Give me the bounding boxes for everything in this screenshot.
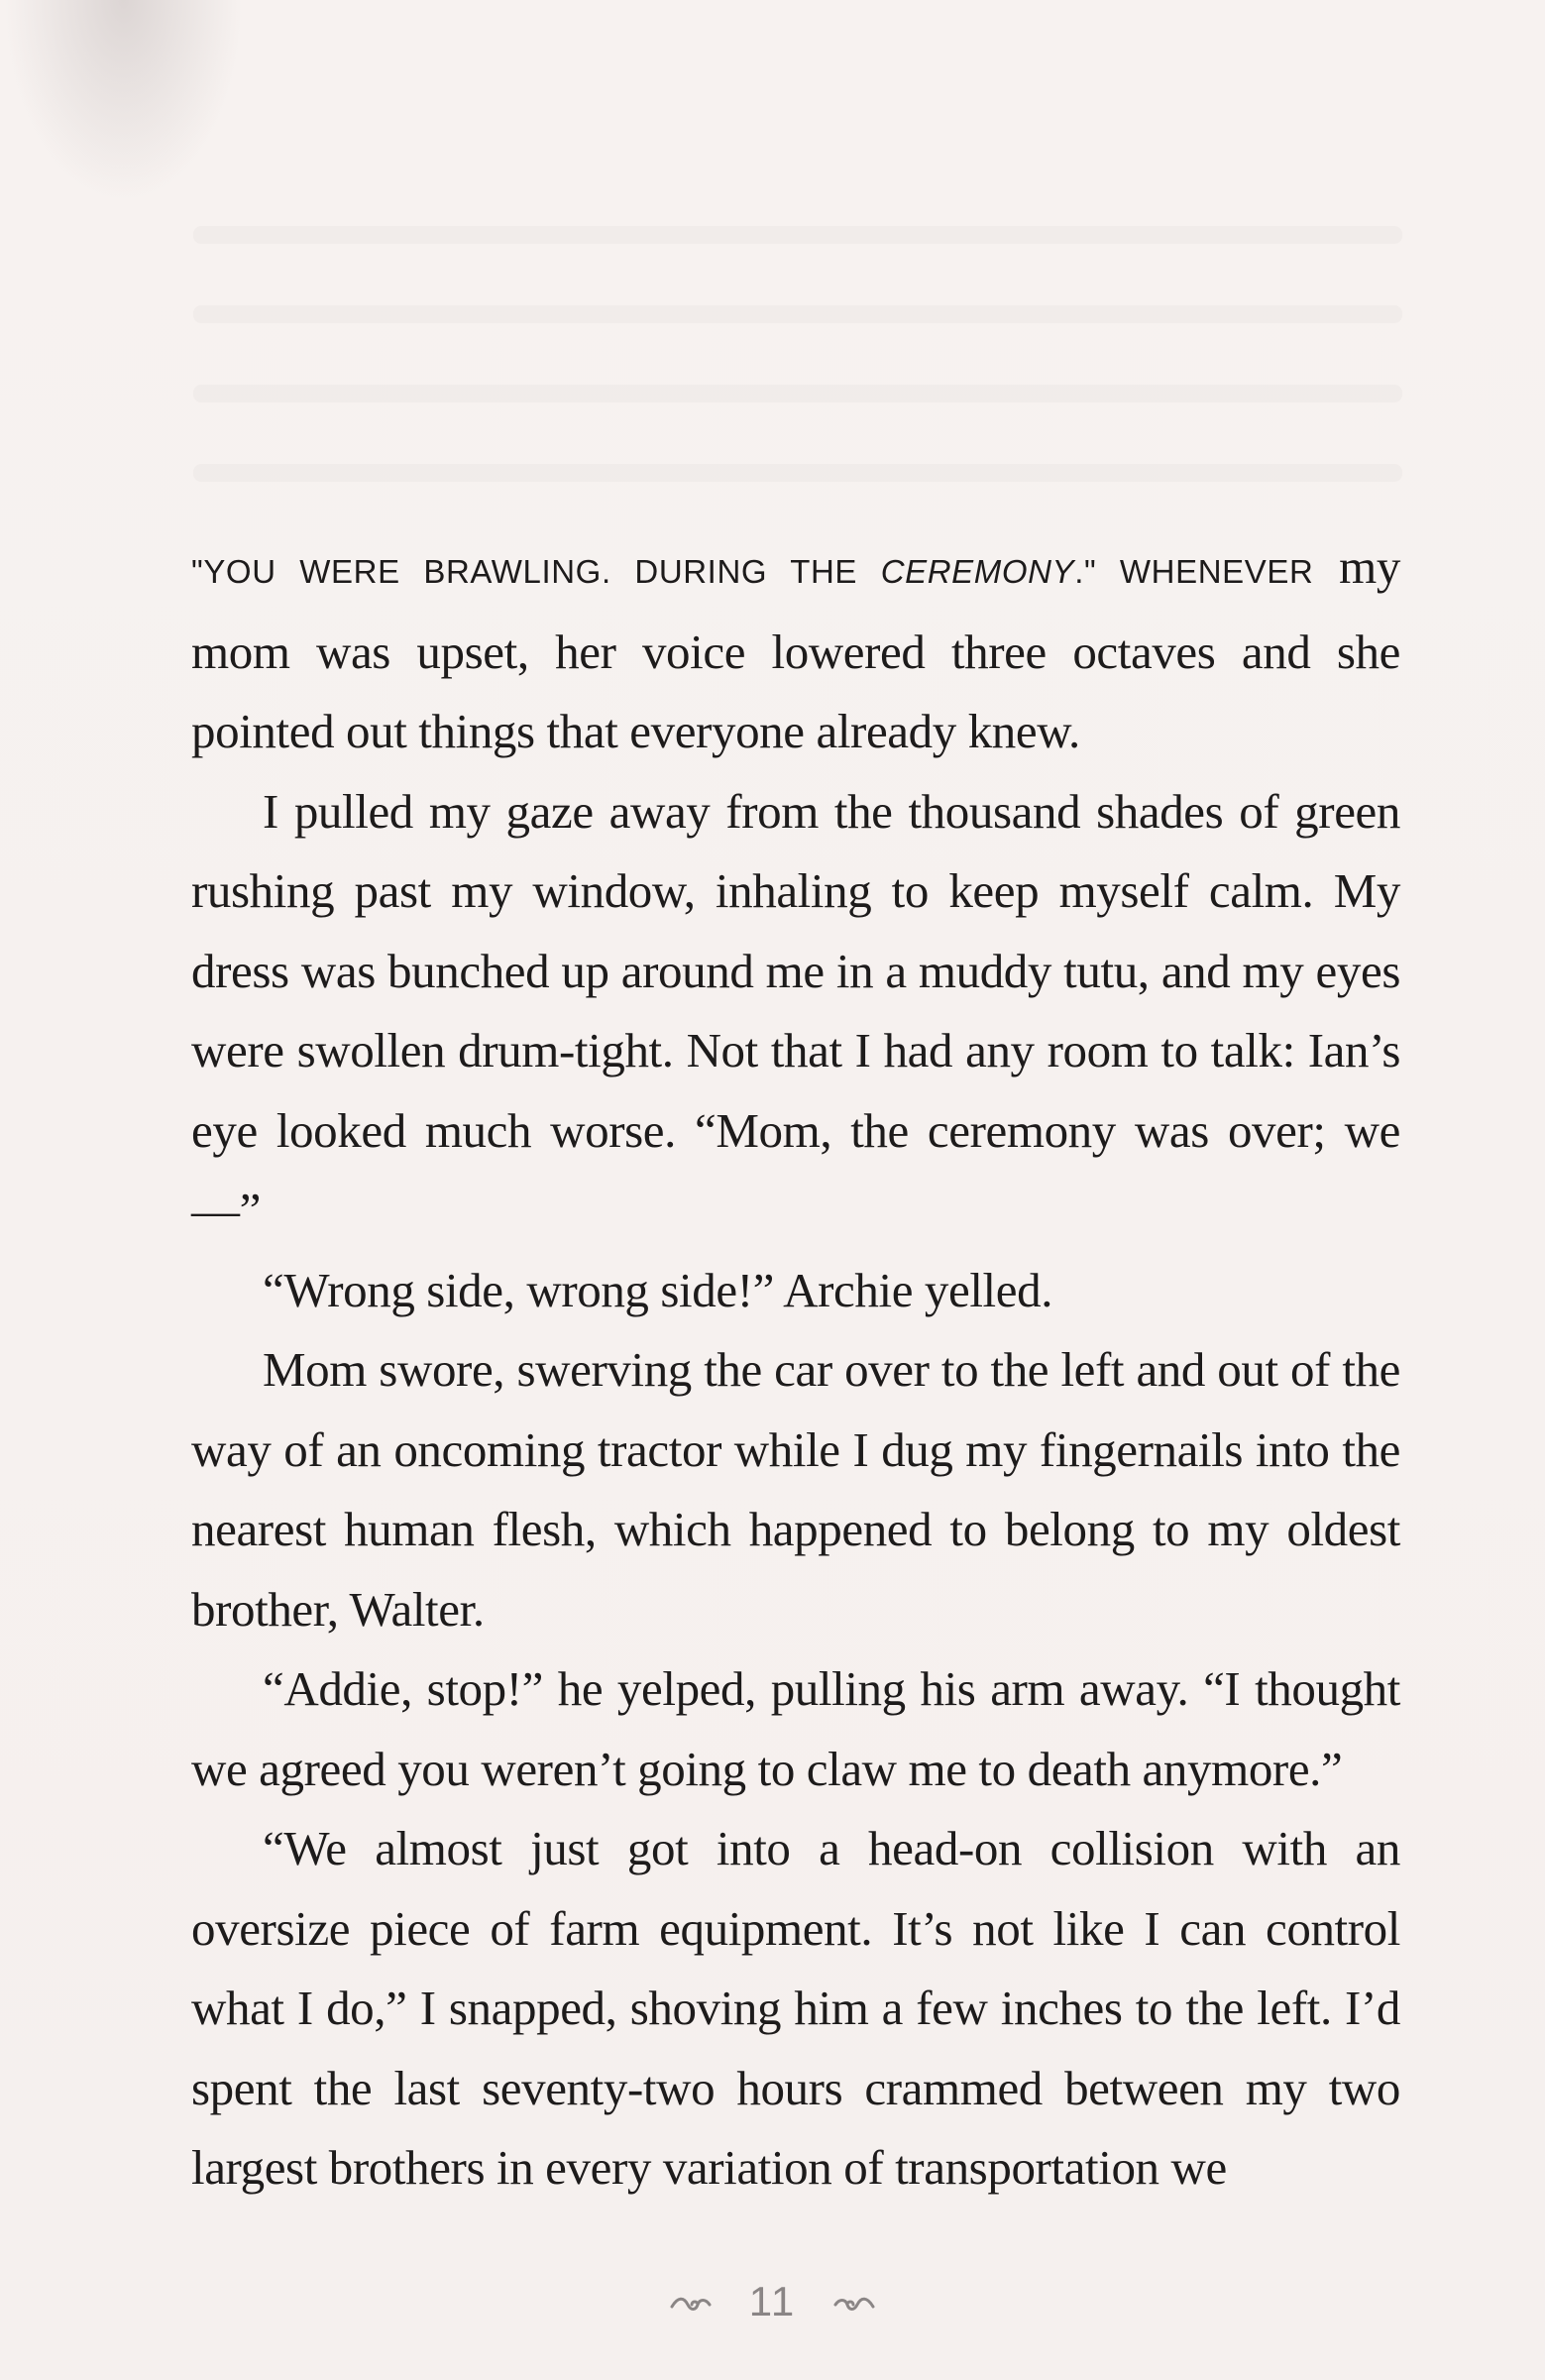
paragraph: “We almost just got into a head-on collision with an oversize piece of farm equipment. It’s not like I can control what I do,” I snapped, shoving him a few inches to the left. I’d spent the last seventy-two hours crammed between my two largest brothers in every variation of transportation we — [191, 1821, 1400, 2195]
opening-small-caps: "YOU WERE BRAWLING. DURING THE CEREMONY." WHENEVER — [191, 553, 1314, 590]
show-through-line — [193, 385, 1402, 402]
show-through-line — [193, 226, 1402, 244]
paragraph: “Wrong side, wrong side!” Archie yelled. — [263, 1262, 1053, 1317]
flourish-left-icon — [670, 2293, 714, 2317]
paragraph: “Addie, stop!” he yelped, pulling his arm away. “I thought we agreed you weren’t going to claw me to death anymore.” — [191, 1661, 1400, 1796]
page-number: 11 — [748, 2278, 797, 2324]
body-text — [191, 527, 1400, 2209]
page-footer — [0, 2278, 1545, 2325]
show-through-line — [193, 464, 1402, 482]
opening-paragraph: "YOU WERE BRAWLING. DURING THE CEREMONY." WHENEVER my mom was upset, her voice lowered three octaves and she pointed out things that everyone already knew. — [191, 539, 1400, 758]
paragraph: I pulled my gaze away from the thousand shades of green rushing past my window, inhaling to keep myself calm. My dress was bunched up around me in a muddy tutu, and my eyes were swollen drum-tight. Not that I had any room to talk: Ian’s eye looked much worse. “Mom, the ceremony was over; we—” — [191, 783, 1400, 1237]
flourish-right-icon — [831, 2293, 875, 2317]
paragraph: Mom swore, swerving the car over to the left and out of the way of an oncoming tractor while I dug my fingernails into the nearest human flesh, which happened to belong to my oldest brother, Walter. — [191, 1342, 1400, 1637]
show-through-line — [193, 305, 1402, 323]
